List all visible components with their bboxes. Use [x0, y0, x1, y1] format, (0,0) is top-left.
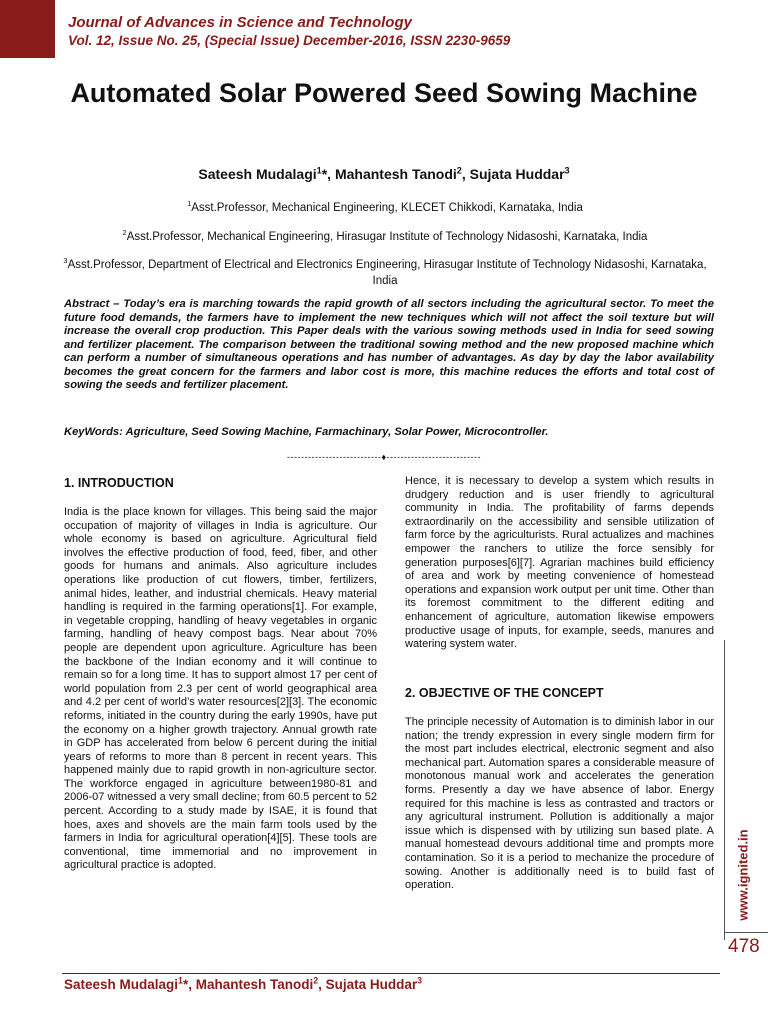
page-number-rule — [724, 932, 768, 933]
affiliation-2: $^2$Asst.Professor, Mechanical Engineering, Hirasugar Institute of Technology Nidasoshi, Karnataka, India — [122, 228, 648, 243]
paper-title: Automated Solar Powered Seed Sowing Machine — [70, 78, 698, 108]
journal-name: Journal of Advances in Science and Technology — [68, 14, 412, 31]
journal-logo-block — [0, 0, 55, 58]
issue-line: Vol. 12, Issue No. 25, (Special Issue) December-2016, ISSN 2230-9659 — [68, 33, 511, 48]
author-2: Mahantesh Tanodi — [334, 166, 457, 182]
section-2-body: The principle necessity of Automation is to diminish labor in our nation; the trendy expression in every single modern firm for the most part includes electrical, electronic segment and also mechanical part. Automation spares a considerable measure of monotonous manual work and accelerates the generation forms. Presently a day we have absence of labor. Energy required for this machine is less as contrasted and tractors or any agricultural instrument. Pollution is additionally a major issue which is dispensed with by utilizing sun based plate. A manual homestead devours additional time and prompts more contamination. So it is a period to mechanize the procedure of sowing. Another is additionally need is to build fast of operation. — [405, 716, 714, 892]
intro-continued: Hence, it is necessary to develop a system which results in drudgery reduction and is user friendly to agricultural community in India. The profitability of farms depends extraordinarily on the accessibility and sensible utilization of farm force by the agriculturists. Rural actualizes and machines empower the ranchers to utilize the force sensibly for generation purposes[6][7]. Agrarian machines build efficiency of area and work by meeting convenience of homestead operations and expansion work output per unit time. Other than its foremost commitment to the different editing and enhancement of agriculture, automation likewise empowers productive usage of inputs, for example, seeds, manures and watering system water. — [405, 475, 714, 651]
author-3: Sujata Huddar — [469, 166, 565, 182]
affiliation-3: $^3$Asst.Professor, Department of Electrical and Electronics Engineering, Hirasugar Institute of Technology Nidasoshi, Karnataka, India — [63, 256, 707, 287]
journal-header — [68, 14, 510, 50]
author-line: Sateesh Mudalagi$^1$*, Mahantesh Tanodi$^2$, Sujata Huddar$^3$ — [198, 165, 570, 182]
section-1-heading: 1. INTRODUCTION — [64, 476, 174, 490]
side-url[interactable]: www.ignited.in — [735, 829, 751, 921]
section-1-body: India is the place known for villages. This being said the major occupation of majority of villages in India is agriculture. Our whole economy is based on agriculture. Agricultural field involves the effective production of food, feed, fiber, and other goods for humans and animals. Also agriculture includes operations like production of cut flowers, timber, fertilizers, animal hides, leather, and industrial chemicals. Heavy material handling is required in the farming operations[1]. For example, in vegetable cropping, handling of heavy vegetables in organic farming, handling of heavy compost bags. Near about 70% people are dependent upon agriculture. Agriculture has been the backbone of the Indian economy and it will continue to remain so for a long time. It has to support almost 17 per cent of world population from 2.3 per cent of world geographical area and 4.2 per cent of world’s water resources[2][3]. The economic reforms, initiated in the country during the early 1990s, have put the economy on a higher growth trajectory. Annual growth rate in GDP has accelerated from below 6 percent during the initial years of reforms to more than 8 percent in recent years. This happened mainly due to rapid growth in non-agriculture sector. The workforce engaged in agriculture between1980-81 and 2006-07 witnessed a very small decline; from 60.5 percent to 52 percent. According to a study made by ISAE, it is found that hoes, axes and shovels are the main farm tools used by the farmers in India for agricultural operation[4][5]. These tools are conventional, time immemorial and no improvement in agricultural practice is adopted. — [64, 506, 377, 872]
section-separator: ---------------------------♦--------------------------- — [287, 452, 481, 462]
affiliation-1: $^1$Asst.Professor, Mechanical Engineering, KLECET Chikkodi, Karnataka, India — [187, 199, 583, 214]
section-2-heading: 2. OBJECTIVE OF THE CONCEPT — [405, 686, 604, 700]
margin-rule — [724, 640, 725, 940]
author-1: Sateesh Mudalagi — [198, 166, 317, 182]
footer-rule — [62, 973, 720, 974]
keywords: KeyWords: Agriculture, Seed Sowing Machine, Farmachinary, Solar Power, Microcontroller. — [64, 426, 549, 438]
page-number: 478 — [728, 936, 760, 957]
abstract: Abstract – Today’s era is marching towards the rapid growth of all sectors including the agricultural sector. To meet the future food demands, the farmers have to implement the new techniques which will not affect the soil texture but will increase the overall crop production. This Paper deals with the various sowing methods used in India for seed sowing and fertilizer placement. The comparison between the traditional sowing method and the new proposed machine which can perform a number of simultaneous operations and has number of advantages. As day by day the labor availability becomes the great concern for the farmers and labor cost is more, this machine reduces the efforts and total cost of sowing the seeds and fertilizer placement. — [64, 298, 714, 391]
footer-authors: Sateesh Mudalagi$^1$*, Mahantesh Tanodi$^2$, Sujata Huddar$^3$ — [64, 975, 423, 992]
